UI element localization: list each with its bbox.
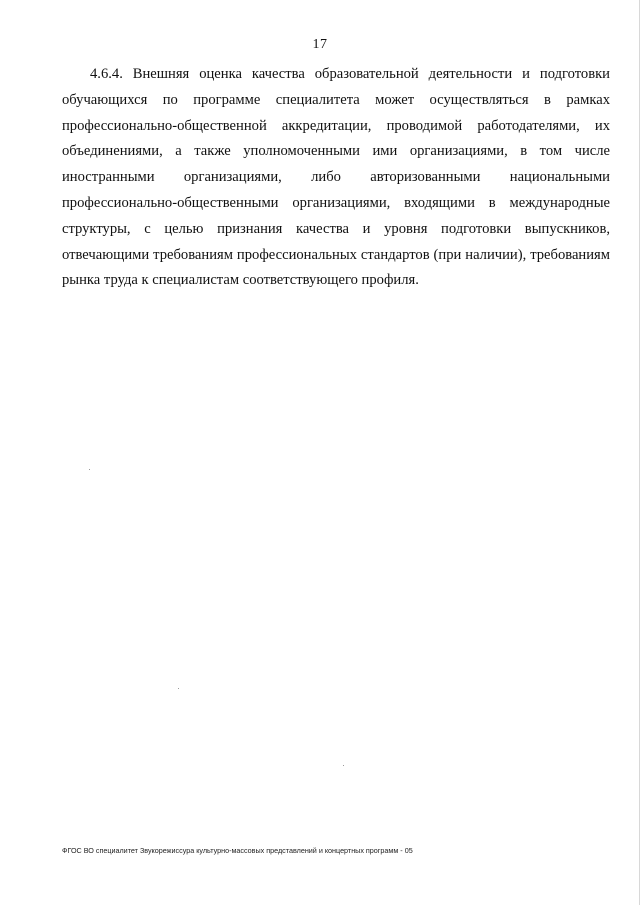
page-number: 17 [312, 37, 328, 52]
page-footer: ФГОС ВО специалитет Звукорежиссура культурно-массовых представлений и концертных программ - 05 [62, 846, 413, 855]
paragraph-4-6-4: 4.6.4. Внешняя оценка качества образовательной деятельности и подготовки обучающихся по программе специалитета может осуществляться в рамках профессионально-общественной аккредитации, проводимой работодателями, их объединениями, а также уполномоченными ими организациями, в том числе иностранными организациями, либо авторизованными национальными профессионально-общественными организациями, входящими в международные структуры, с целью признания качества и уровня подготовки выпускников, отвечающими требованиям профессиональных стандартов (при наличии), требованиям рынка труда к специалистам соответствующего профиля. [62, 66, 610, 289]
scan-speck [343, 765, 344, 766]
scan-speck [89, 469, 90, 470]
scan-speck [178, 688, 179, 689]
